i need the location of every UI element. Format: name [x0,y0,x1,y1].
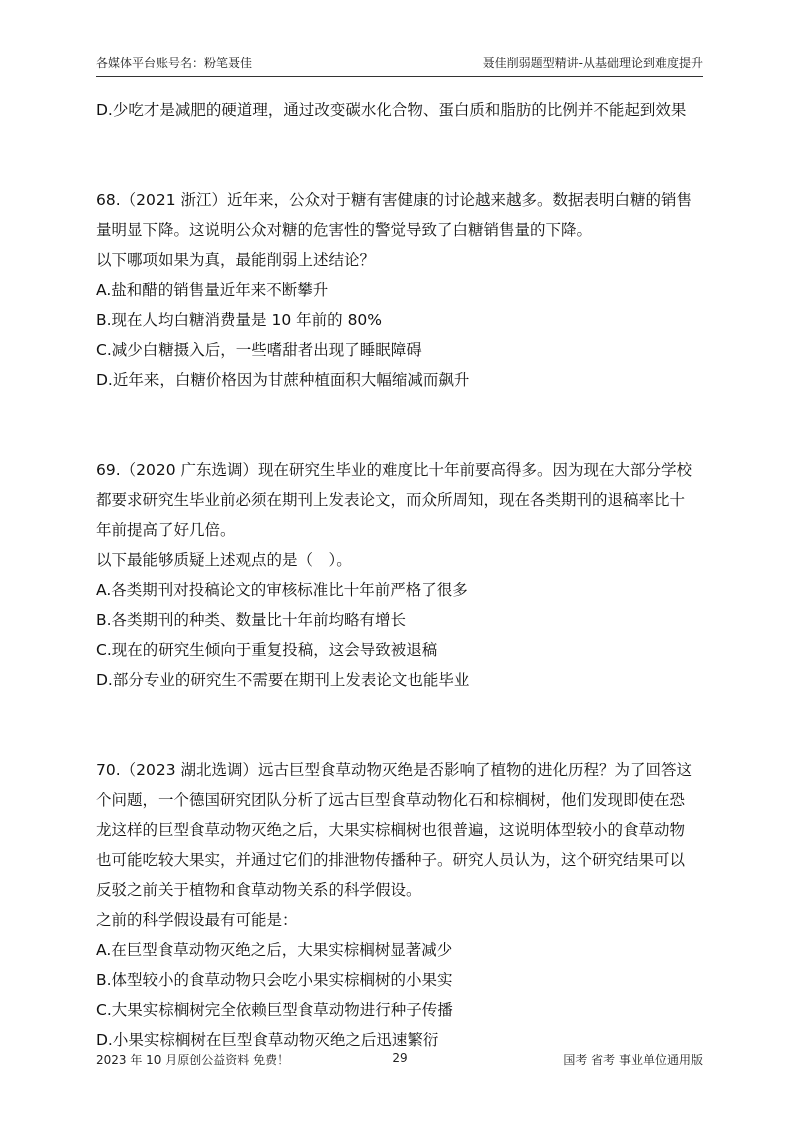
option-c: C.减少白糖摄入后，一些嗜甜者出现了睡眠障碍 [96,341,422,359]
footer-left-text: 2023 年 10 月原创公益资料 免费！ [96,1053,290,1067]
document-body [96,95,706,1055]
option-c: C.大果实棕榈树完全依赖巨型食草动物进行种子传播 [96,1001,453,1019]
question-69 [96,455,706,695]
carry-over-option: D.少吃才是减肥的硬道理，通过改变碳水化合物、蛋白质和脂肪的比例并不能起到效果 [96,101,687,119]
option-d: D.部分专业的研究生不需要在期刊上发表论文也能毕业 [96,671,470,689]
question-prompt: 以下哪项如果为真，最能削弱上述结论？ [96,251,376,269]
header-divider [96,76,703,77]
option-d: D.小果实棕榈树在巨型食草动物灭绝之后迅速繁衍 [96,1031,439,1049]
header-left-text: 各媒体平台账号名：粉笔聂佳 [96,56,253,70]
question-stem-line: 量明显下降。这说明公众对糖的危害性的警觉导致了白糖销售量的下降。 [96,221,593,239]
option-b: B.各类期刊的种类、数量比十年前均略有增长 [96,611,407,629]
option-a: A.盐和醋的销售量近年来不断攀升 [96,281,329,299]
question-prompt: 之前的科学假设最有可能是： [96,911,298,929]
question-stem-line: 龙这样的巨型食草动物灭绝之后，大果实棕榈树也很普遍，这说明体型较小的食草动物 [96,821,686,839]
question-stem-line: 反驳之前关于植物和食草动物关系的科学假设。 [96,881,422,899]
header-right-text: 聂佳削弱题型精讲-从基础理论到难度提升 [482,56,703,70]
option-c: C.现在的研究生倾向于重复投稿，这会导致被退稿 [96,641,438,659]
option-d: D.近年来，白糖价格因为甘蔗种植面积大幅缩减而飙升 [96,371,470,389]
question-68 [96,185,706,395]
question-prompt: 以下最能够质疑上述观点的是（ ）。 [96,551,352,569]
question-stem-line: 70.（2023 湖北选调）远古巨型食草动物灭绝是否影响了植物的进化历程？为了回答这 [96,761,693,779]
option-a: A.各类期刊对投稿论文的审核标准比十年前严格了很多 [96,581,468,599]
option-a: A.在巨型食草动物灭绝之后，大果实棕榈树显著减少 [96,941,453,959]
question-stem-line: 都要求研究生毕业前必须在期刊上发表论文，而众所周知，现在各类期刊的退稿率比十 [96,491,686,509]
question-stem-line: 69.（2020 广东选调）现在研究生毕业的难度比十年前要高得多。因为现在大部分学校 [96,461,693,479]
question-stem-line: 68.（2021 浙江）近年来，公众对于糖有害健康的讨论越来越多。数据表明白糖的销售 [96,191,693,209]
page-number: 29 [392,1051,408,1065]
option-b: B.体型较小的食草动物只会吃小果实棕榈树的小果实 [96,971,453,989]
question-70 [96,755,706,1055]
option-b: B.现在人均白糖消费量是 10 年前的 80% [96,311,383,329]
question-stem-line: 也可能吃较大果实，并通过它们的排泄物传播种子。研究人员认为，这个研究结果可以 [96,851,686,869]
footer-right-text: 国考 省考 事业单位通用版 [563,1053,703,1067]
question-stem-line: 年前提高了好几倍。 [96,521,236,539]
question-stem-line: 个问题，一个德国研究团队分析了远古巨型食草动物化石和棕榈树，他们发现即使在恐 [96,791,686,809]
